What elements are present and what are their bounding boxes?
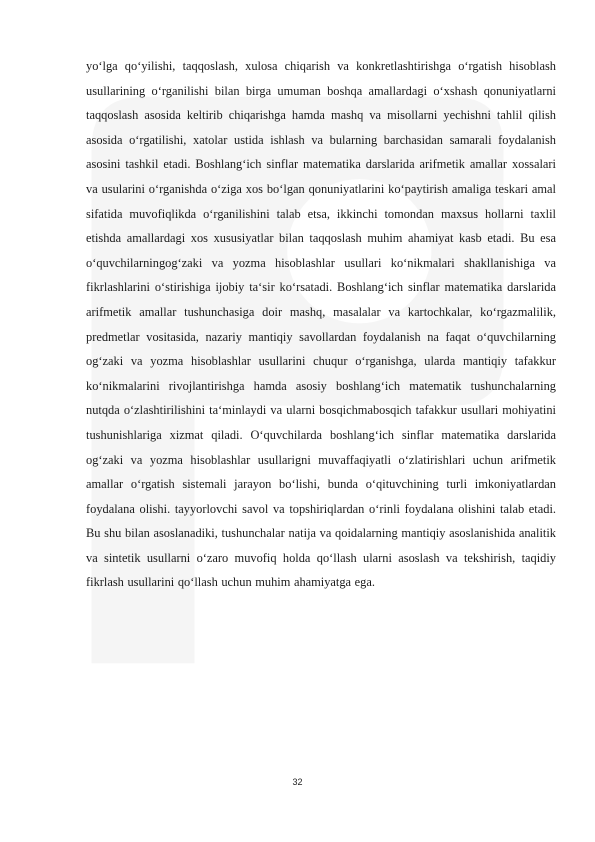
body-text: [86, 54, 556, 595]
main-paragraph: yo‘lga qo‘yilishi, taqqoslash, xulosa chiqarish va konkretlashtirishga o‘rgatish hisoblash usullarining o‘rganilishi bilan birga umuman boshqa amallardagi o‘xshash qonuniyatlarni taqqoslash asosida keltirib chiqarishga hamda mashq va misollarni yechishni tahlil qilish asosida o‘rgatilishi, xatolar ustida ishlash va bularning barchasidan samarali foydalanish asosini tashkil etadi. Boshlang‘ich sinflar matematika darslarida arifmetik amallar xossalari va usularini o‘rganishda o‘ziga xos bo‘lgan qonuniyatlarini ko‘paytirish amaliga teskari amal sifatida muvofiqlikda o‘rganilishini talab etsa, ikkinchi tomondan maxsus hollarni taxlil etishda amallardagi xos xususiyatlar bilan taqqoslash muhim ahamiyat kasb etadi. Bu esa o‘quvchilarningog‘zaki va yozma hisoblashlar usullari ko‘nikmalari shakllanishiga va fikrlashlarini o‘stirishiga ijobiy ta‘sir ko‘rsatadi. Boshlang‘ich sinflar matematika darslarida arifmetik amallar tushunchasiga doir mashq, masalalar va kartochkalar, ko‘rgazmalilik, predmetlar vositasida, nazariy mantiqiy savollardan foydalanish na faqat o‘quvchilarning og‘zaki va yozma hisoblashlar usullarini chuqur o‘rganishga, ularda mantiqiy tafakkur ko‘nikmalarini rivojlantirishga hamda asosiy boshlang‘ich matematik tushunchalarning nutqda o‘zlashtirilishini ta‘minlaydi va ularni bosqichmabosqich tafakkur usullari mohiyatini tushunishlariga xizmat qiladi. O‘quvchilarda boshlang‘ich sinflar matematika darslarida og‘zaki va yozma hisoblashlar usullarigni muvaffaqiyatli o‘zlatirishlari uchun arifmetik amallar o‘rgatish sistemali jarayon bo‘lishi, bunda o‘qituvchining turli imkoniyatlardan foydalana olishi. tayyorlovchi savol va topshiriqlardan o‘rinli foydalana olishini talab etadi. Bu shu bilan asoslanadiki, tushunchalar natija va qoidalarning mantiqiy asoslanishida analitik va sintetik usullarni o‘zaro muvofiq holda qo‘llash ularni asoslash va tekshirish, taqidiy fikrlash usullarini qo‘llash uchun muhim ahamiyatga ega.: [86, 59, 556, 590]
page-number: 32: [292, 777, 303, 787]
